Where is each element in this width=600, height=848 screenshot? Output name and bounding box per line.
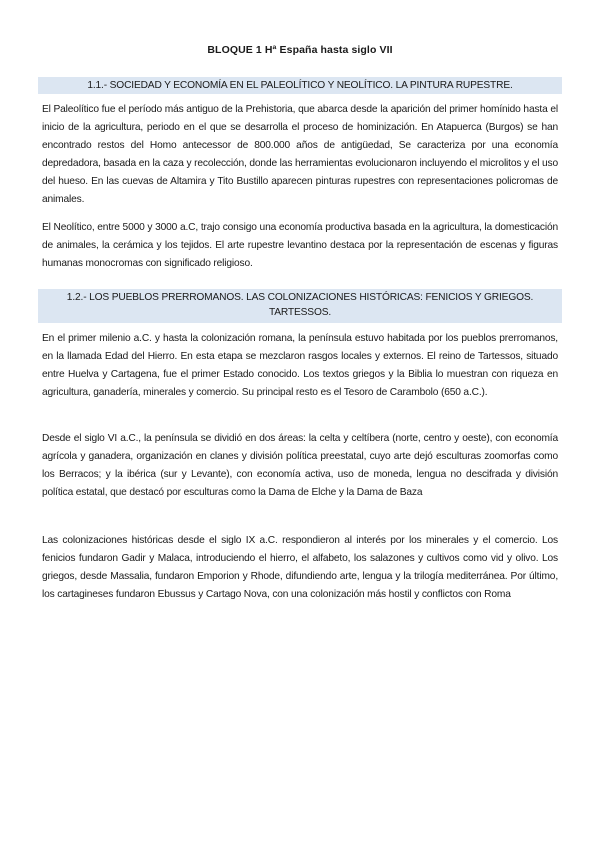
section-heading-pueblos-prerromanos: 1.2.- LOS PUEBLOS PRERROMANOS. LAS COLONIZACIONES HISTÓRICAS: FENICIOS Y GRIEGOS. TARTESSOS. — [38, 289, 562, 323]
paragraph-neolitico: El Neolítico, entre 5000 y 3000 a.C, trajo consigo una economía productiva basada en la agricultura, la domesticación de animales, la cerámica y los tejidos. El arte rupestre levantino destaca por la representación de escenas y figuras humanas monocromas con significado religioso. — [42, 222, 558, 269]
section-heading-paleolitico: 1.1.- SOCIEDAD Y ECONOMÍA EN EL PALEOLÍTICO Y NEOLÍTICO. LA PINTURA RUPESTRE. — [38, 77, 562, 94]
paragraph-celtas-iberos: Desde el siglo VI a.C., la península se dividió en dos áreas: la celta y celtíbera (norte, centro y oeste), con economía agrícola y ganadera, organización en clanes y división política preestatal, cuyo arte dejó esculturas zoomorfas como los Berracos; y la ibérica (sur y Levante), con economía activa, uso de moneda, lengua no descifrada y división política estatal, que destacó por esculturas como la Dama de Elche y la Dama de Baza — [42, 433, 558, 498]
paragraph-tartessos: En el primer milenio a.C. y hasta la colonización romana, la península estuvo habitada por los pueblos prerromanos, en la llamada Edad del Hierro. En esta etapa se mezclaron rasgos locales y externos. El reino de Tartessos, situado entre Huelva y Cartagena, fue el primer Estado conocido. Los textos griegos y la Biblia lo muestran con riqueza en agricultura, ganadería, minerales y comercio. Su principal resto es el Tesoro de Carambolo (650 a.C.). — [42, 333, 558, 398]
document-title: BLOQUE 1 Hª España hasta siglo VII — [207, 44, 393, 56]
paragraph-paleolitico: El Paleolítico fue el período más antiguo de la Prehistoria, que abarca desde la aparición del primer homínido hasta el inicio de la agricultura, periodo en el que se desarrolla el proceso de hominización. En Atapuerca (Burgos) se han encontrado restos del Homo antecessor de 800.000 años de antigüedad, Se caracteriza por una economía depredadora, basada en la caza y recolección, donde las herramientas evolucionaron incluyendo el microlitos y el uso del hueso. En las cuevas de Altamira y Tito Bustillo aparecen pinturas rupestres con representaciones policromas de animales. — [42, 104, 558, 205]
paragraph-colonizaciones: Las colonizaciones históricas desde el siglo IX a.C. respondieron al interés por los minerales y el comercio. Los fenicios fundaron Gadir y Malaca, introduciendo el hierro, el alfabeto, los salazones y cultivos como vid y olivo. Los griegos, desde Massalia, fundaron Emporion y Rhode, difundiendo arte, lengua y la trilogía mediterránea. Por último, los cartagineses fundaron Ebussus y Cartago Nova, con una colonización más hostil y conflictos con Roma — [42, 535, 558, 600]
